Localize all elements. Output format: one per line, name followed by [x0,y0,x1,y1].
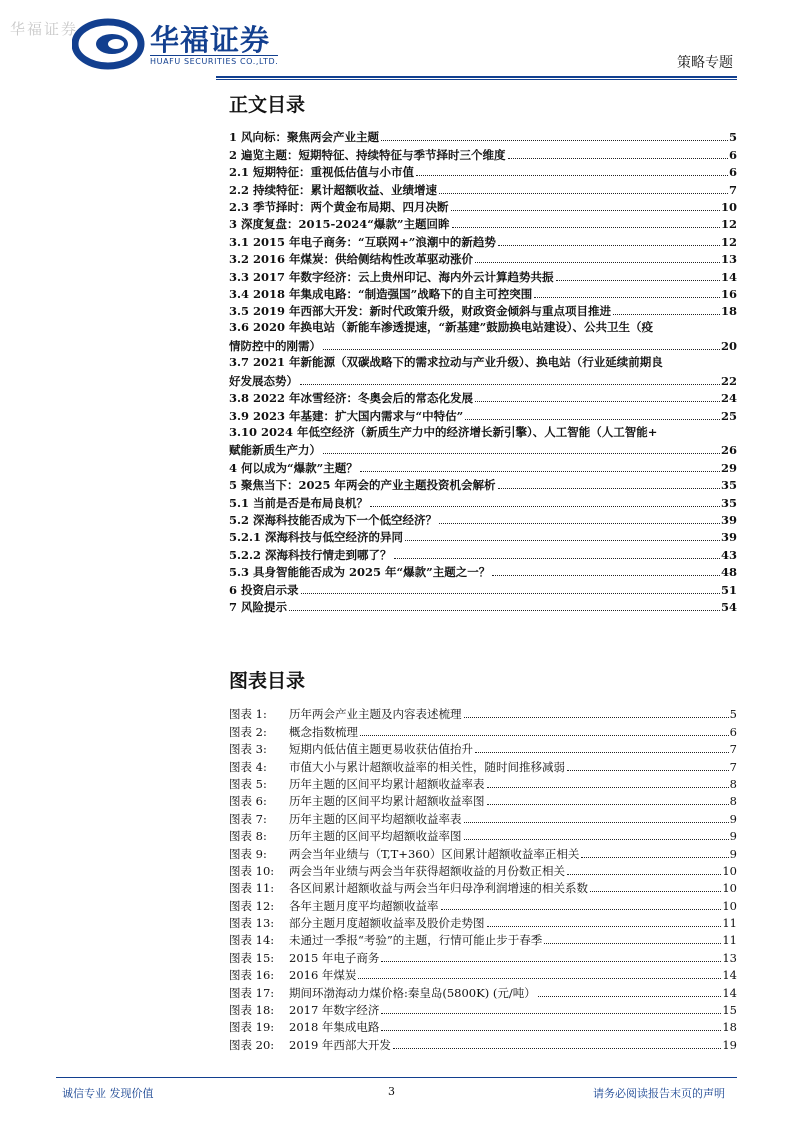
toc-entry-page: 25 [720,408,737,423]
figure-entry-page: 11 [722,916,737,931]
toc-entry-text: 5.3 具身智能能否成为 2025 年“爆款”主题之一？ [229,565,491,580]
figure-entry-label: 图表 5: [229,776,267,791]
toc-entry-page: 12 [720,217,737,232]
figure-entry-page: 8 [729,794,737,809]
toc-entry-page: 35 [720,495,737,510]
figure-entry[interactable] [229,862,737,879]
toc-entry-page: 18 [720,304,737,319]
dot-leader [451,210,720,211]
toc-entry-page: 20 [720,339,737,354]
dot-leader [360,735,729,736]
toc-entry-text: 5.2.1 深海科技与低空经济的异同 [229,530,404,545]
toc-entry[interactable] [229,285,737,302]
report-type-label: 策略专题 [677,55,733,71]
figure-entry-page: 6 [729,724,737,739]
toc-entry-text: 2.1 短期特征：重视低估值与小市值 [229,165,415,180]
watermark-text: 华福证券 [10,20,79,38]
toc-entry[interactable] [229,180,737,197]
header-divider-thin [216,79,737,80]
toc-entry-page: 6 [728,147,737,162]
dot-leader [498,488,720,489]
figure-entry-text: 2018 年集成电路 [289,1020,380,1035]
figure-entry-page: 10 [722,898,737,913]
figure-entry[interactable] [229,844,737,861]
figure-entry-text: 两会当年业绩与两会当年获得超额收益的月份数正相关 [289,863,565,878]
dot-leader [301,593,720,594]
figure-entry[interactable] [229,740,737,757]
toc-entry[interactable] [229,406,737,423]
figure-entry[interactable] [229,827,737,844]
figure-entry-text: 2019 年西部大开发 [289,1037,391,1052]
dot-leader [475,262,720,263]
toc-entry[interactable] [229,511,737,528]
dot-leader [441,909,722,910]
dot-leader [534,297,720,298]
figure-entry-page: 19 [722,1037,737,1052]
footer-slogan: 诚信专业 发现价值 [62,1087,154,1100]
figure-entry-page: 14 [722,968,737,983]
toc-entry[interactable] [229,198,737,215]
toc-entry-text: 3.1 2015 年电子商务：“互联网+”浪潮中的新趋势 [229,234,496,249]
dot-leader [393,1048,721,1049]
toc-entry[interactable] [229,528,737,545]
dot-leader [475,752,729,753]
toc-entry-page: 51 [720,582,737,597]
figure-entry[interactable] [229,983,737,1000]
figure-entry-label: 图表 7: [229,811,267,826]
dot-leader [475,401,720,402]
figure-entry-page: 10 [722,863,737,878]
toc-entry[interactable] [229,580,737,597]
dot-leader [381,961,721,962]
toc-entry-text-line1: 3.7 2021 年新能源（双碳战略下的需求拉动与产业升级）、换电站（行业延续前期良 [229,355,663,370]
figure-entry-page: 7 [729,759,737,774]
figure-entry-label: 图表 8: [229,829,267,844]
toc-entry-text-line1: 3.6 2020 年换电站（新能车渗透提速，“新基建”鼓励换电站建设）、公共卫生（疫 [229,320,653,335]
toc-entry-text: 好发展态势） [229,373,298,388]
dot-leader [323,453,720,454]
toc-entry-text: 6 投资启示录 [229,582,299,597]
figure-entry[interactable] [229,1035,737,1052]
figure-entry-page: 9 [729,846,737,861]
dot-leader [487,787,729,788]
figure-entry[interactable] [229,705,737,722]
dot-leader [300,384,720,385]
dot-leader [613,314,720,315]
figure-entry-label: 图表 15: [229,950,275,965]
toc-entry-text: 2.3 季节择时：两个黄金布局期、四月决断 [229,199,449,214]
toc-entry-page: 13 [720,252,737,267]
dot-leader [439,193,728,194]
figure-entry-label: 图表 18: [229,1003,275,1018]
toc-entry-text: 5.1 当前是否是布局良机？ [229,495,369,510]
toc-entry[interactable] [229,128,737,145]
toc-entry-text: 3.5 2019 年西部大开发：新时代政策升级，财政资金倾斜与重点项目推进 [229,304,612,319]
figure-entry-label: 图表 6: [229,794,267,809]
dot-leader [439,523,720,524]
footer-divider [56,1077,737,1078]
figure-entry-text: 短期内低估值主题更易收获估值抬升 [289,742,473,757]
figure-entry-page: 13 [722,950,737,965]
dot-leader [360,471,720,472]
figure-entry[interactable] [229,948,737,965]
toc-entry-page: 22 [720,373,737,388]
toc-entry-text: 3.9 2023 年基建：扩大国内需求与“中特估” [229,408,464,423]
toc-title: 正文目录 [229,94,306,116]
dot-leader [370,506,720,507]
figure-entry-text: 各区间累计超额收益与两会当年归母净利润增速的相关系数 [289,881,588,896]
figure-entry-label: 图表 12: [229,898,275,913]
toc-entry-text: 2.2 持续特征：累计超额收益、业绩增速 [229,182,438,197]
figure-entry-page: 18 [722,1020,737,1035]
dot-leader [394,558,720,559]
figure-entry-label: 图表 3: [229,742,267,757]
dot-leader [464,717,729,718]
figure-entry-label: 图表 20: [229,1037,275,1052]
toc-entry-page: 12 [720,234,737,249]
figure-entry-page: 14 [722,985,737,1000]
figure-entry-page: 11 [722,933,737,948]
toc-entry-text: 4 何以成为“爆款”主题？ [229,460,358,475]
figure-entry-page: 9 [729,811,737,826]
page-number: 3 [388,1085,395,1098]
toc-entry-text: 3.8 2022 年冰雪经济：冬奥会后的常态化发展 [229,391,474,406]
dot-leader [556,280,720,281]
figure-entry[interactable] [229,757,737,774]
figure-entry-label: 图表 14: [229,933,275,948]
dot-leader [464,839,729,840]
toc-entry[interactable] [229,493,737,510]
dot-leader [381,140,728,141]
figure-entry-page: 9 [729,829,737,844]
figure-entry-text: 期间环渤海动力煤价格:秦皇岛(5800K) (元/吨） [289,985,536,1000]
dot-leader [289,610,720,611]
toc-entry-page: 54 [720,599,737,614]
toc-entry[interactable] [229,563,737,580]
dot-leader [465,419,720,420]
toc-entry[interactable] [229,424,737,459]
figure-entry[interactable] [229,809,737,826]
toc-entry-text: 赋能新质生产力） [229,443,321,458]
figure-entry-text: 历年主题的区间平均超额收益率表 [289,811,462,826]
toc-entry-page: 29 [720,460,737,475]
figure-entry[interactable] [229,722,737,739]
dot-leader [567,874,721,875]
figure-entry-page: 15 [722,1003,737,1018]
logo-icon [72,14,148,72]
toc-entry-page: 5 [728,130,737,145]
figure-entry-label: 图表 1: [229,707,267,722]
toc-entry[interactable] [229,545,737,562]
figure-entry[interactable] [229,931,737,948]
logo-chinese-name: 华福证券 [150,23,271,57]
toc-entry[interactable] [229,250,737,267]
figure-entry-label: 图表 2: [229,724,267,739]
toc-entry-text: 5.2.2 深海科技行情走到哪了？ [229,547,392,562]
dot-leader [452,227,720,228]
dot-leader [405,540,720,541]
dot-leader [381,1013,721,1014]
toc-entry[interactable] [229,232,737,249]
figure-entry-label: 图表 19: [229,1020,275,1035]
figure-entry-text: 历年主题的区间平均累计超额收益率图 [289,794,485,809]
dot-leader [492,575,720,576]
toc-entry[interactable] [229,319,737,354]
toc-entry-text-line1: 3.10 2024 年低空经济（新质生产力中的经济增长新引擎）、人工智能（人工智能+ [229,424,658,439]
toc-entry-page: 39 [720,530,737,545]
toc-entry-page: 35 [720,478,737,493]
toc-entry[interactable] [229,145,737,162]
figure-entry-label: 图表 11: [229,881,275,896]
figure-entry-label: 图表 4: [229,759,267,774]
figure-entry-text: 市值大小与累计超额收益率的相关性，随时间推移减弱 [289,759,565,774]
toc-entry[interactable] [229,598,737,615]
toc-entry[interactable] [229,458,737,475]
toc-entry-page: 10 [720,199,737,214]
figure-entry[interactable] [229,879,737,896]
toc-entry-page: 16 [720,286,737,301]
header-divider [216,76,737,78]
toc-entry-page: 24 [720,391,737,406]
figure-entry-page: 5 [729,707,737,722]
figure-entry-text: 概念指数梳理 [289,724,358,739]
figures-title: 图表目录 [229,670,306,692]
dot-leader [358,978,721,979]
toc-entry[interactable] [229,389,737,406]
figure-entry-label: 图表 13: [229,916,275,931]
toc-entry-page: 26 [720,443,737,458]
dot-leader [590,891,721,892]
dot-leader [567,770,729,771]
figure-entry-text: 历年主题的区间平均超额收益率图 [289,829,462,844]
figure-entry-page: 8 [729,776,737,791]
dot-leader [487,926,722,927]
toc-entry-page: 14 [720,269,737,284]
figure-entry-text: 2017 年数字经济 [289,1003,380,1018]
figure-entry-page: 7 [729,742,737,757]
figure-entry-label: 图表 9: [229,846,267,861]
figure-entry-text: 未通过一季报“考验”的主题，行情可能止步于春季 [289,933,543,948]
toc-entry-text: 1 风向标：聚焦两会产业主题 [229,130,380,145]
footer-disclaimer: 请务必阅读报告末页的声明 [593,1087,725,1100]
dot-leader [381,1030,721,1031]
toc-entry-page: 43 [720,547,737,562]
toc-entry[interactable] [229,163,737,180]
figure-entry[interactable] [229,966,737,983]
toc-list [229,128,737,615]
figure-entry-text: 部分主题月度超额收益率及股价走势图 [289,916,485,931]
dot-leader [544,943,721,944]
toc-entry-page: 48 [720,565,737,580]
toc-entry[interactable] [229,302,737,319]
company-logo [72,14,312,74]
dot-leader [508,158,728,159]
toc-entry-text: 情防控中的刚需） [229,339,321,354]
dot-leader [323,349,720,350]
toc-entry-page: 7 [728,182,737,197]
dot-leader [487,804,729,805]
toc-entry[interactable] [229,354,737,389]
figure-entry-text: 历年主题的区间平均累计超额收益率表 [289,776,485,791]
toc-entry-text: 2 遍览主题：短期特征、持续特征与季节择时三个维度 [229,147,506,162]
toc-entry-text: 7 风险提示 [229,599,288,614]
figure-entry-text: 两会当年业绩与（T,T+360）区间累计超额收益率正相关 [289,846,580,861]
figure-entry[interactable] [229,775,737,792]
figure-entry[interactable] [229,1001,737,1018]
dot-leader [464,822,729,823]
figure-entry-text: 各年主题月度平均超额收益率 [289,898,439,913]
figure-entry-label: 图表 10: [229,863,275,878]
logo-english-name: HUAFU SECURITIES CO.,LTD. [150,57,279,66]
figure-entry-label: 图表 16: [229,968,275,983]
figure-entry-text: 2015 年电子商务 [289,950,380,965]
figures-list [229,705,737,1053]
figure-entry[interactable] [229,792,737,809]
figure-entry[interactable] [229,1018,737,1035]
dot-leader [581,857,728,858]
toc-entry[interactable] [229,215,737,232]
toc-entry-text: 3 深度复盘：2015-2024“爆款”主题回眸 [229,217,450,232]
toc-entry-text: 5 聚焦当下：2025 年两会的产业主题投资机会解析 [229,478,496,493]
dot-leader [498,245,720,246]
figure-entry-text: 2016 年煤炭 [289,968,357,983]
dot-leader [538,996,722,997]
figure-entry[interactable] [229,914,737,931]
toc-entry-page: 39 [720,513,737,528]
toc-entry[interactable] [229,476,737,493]
figure-entry[interactable] [229,896,737,913]
dot-leader [416,175,728,176]
toc-entry-page: 6 [728,165,737,180]
figure-entry-label: 图表 17: [229,985,275,1000]
toc-entry-text: 3.4 2018 年集成电路：“制造强国”战略下的自主可控突围 [229,286,533,301]
toc-entry-text: 3.2 2016 年煤炭：供给侧结构性改革驱动涨价 [229,252,474,267]
toc-entry-text: 5.2 深海科技能否成为下一个低空经济？ [229,513,438,528]
figure-entry-page: 10 [722,881,737,896]
toc-entry[interactable] [229,267,737,284]
figure-entry-text: 历年两会产业主题及内容表述梳理 [289,707,462,722]
toc-entry-text: 3.3 2017 年数字经济：云上贵州印记、海内外云计算趋势共振 [229,269,554,284]
